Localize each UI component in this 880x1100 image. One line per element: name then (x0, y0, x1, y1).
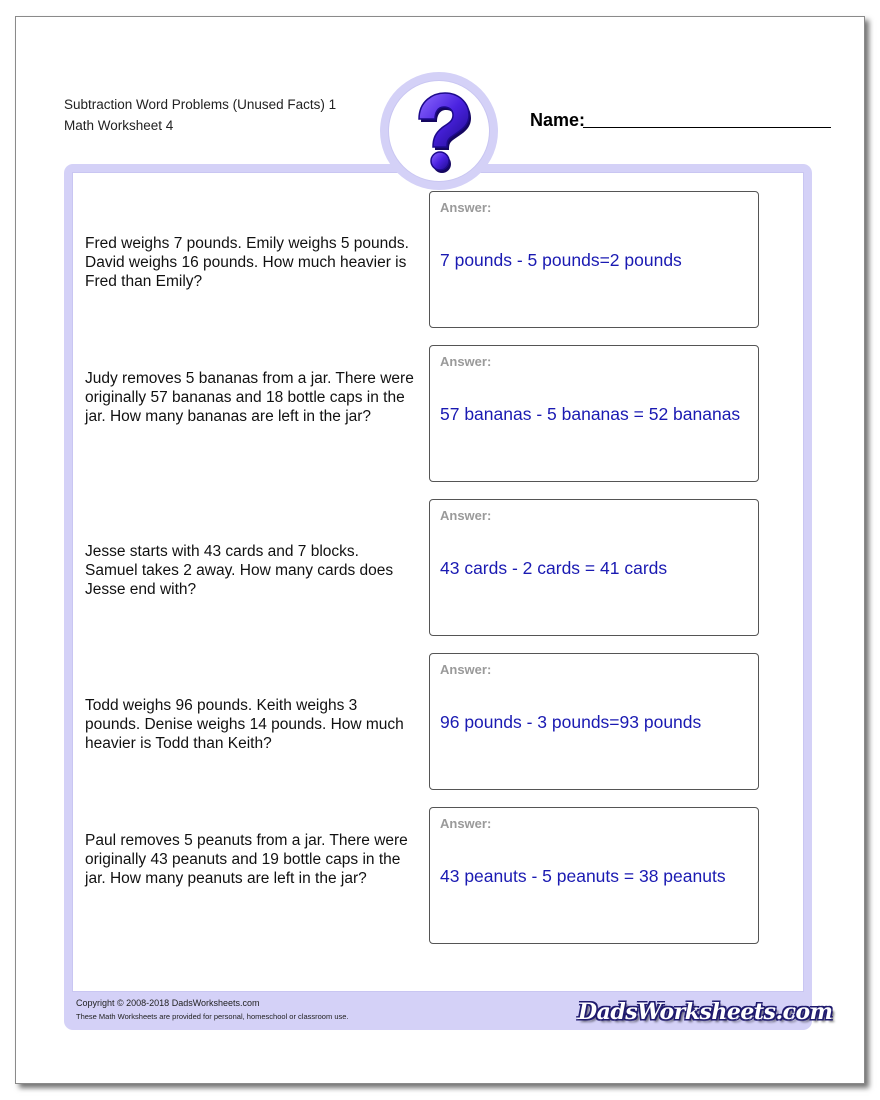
problem-1-answer: 7 pounds - 5 pounds=2 pounds (440, 250, 682, 270)
answer-label: Answer: (440, 662, 492, 677)
answer-label: Answer: (440, 816, 492, 831)
problem-4-answer: 96 pounds - 3 pounds=93 pounds (440, 712, 702, 732)
name-label: Name: (530, 110, 586, 130)
name-line (583, 127, 831, 128)
problem-4-answer-box (429, 653, 759, 790)
problem-2-question: Judy removes 5 bananas from a jar. There were originally 57 bananas and 18 bottle caps in the jar. How many bananas are left in the jar? (85, 370, 414, 425)
worksheet-title: Subtraction Word Problems (Unused Facts) 1 (64, 97, 337, 112)
answer-label: Answer: (440, 200, 492, 215)
logo-badge (380, 72, 498, 190)
brand-logo: DadsWorksheets.com (578, 999, 833, 1025)
worksheet-subtitle: Math Worksheet 4 (64, 118, 174, 133)
answer-label: Answer: (440, 354, 492, 369)
problem-3-question: Jesse starts with 43 cards and 7 blocks. Samuel takes 2 away. How many cards does Jesse end with? (85, 543, 394, 598)
problem-1-question: Fred weighs 7 pounds. Emily weighs 5 pounds. David weighs 16 pounds. How much heavier is Fred than Emily? (85, 235, 409, 290)
problem-2-answer: 57 bananas - 5 bananas = 52 bananas (440, 404, 741, 424)
answer-label: Answer: (440, 508, 492, 523)
problem-5-answer-box (429, 807, 759, 944)
problem-1-answer-box (429, 191, 759, 328)
problem-4-question: Todd weighs 96 pounds. Keith weighs 3 pounds. Denise weighs 14 pounds. How much heavier is Todd than Keith? (85, 697, 404, 752)
problem-5-question: Paul removes 5 peanuts from a jar. There were originally 43 peanuts and 19 bottle caps in the jar. How many peanuts are left in the jar? (85, 832, 408, 887)
copyright-text: Copyright © 2008-2018 DadsWorksheets.com (76, 998, 260, 1008)
usage-text: These Math Worksheets are provided for personal, homeschool or classroom use. (76, 1012, 349, 1021)
problem-5-answer: 43 peanuts - 5 peanuts = 38 peanuts (440, 866, 726, 886)
problem-3-answer: 43 cards - 2 cards = 41 cards (440, 558, 668, 578)
problem-2-answer-box (429, 345, 759, 482)
question-mark-icon (389, 81, 489, 181)
problem-3-answer-box (429, 499, 759, 636)
